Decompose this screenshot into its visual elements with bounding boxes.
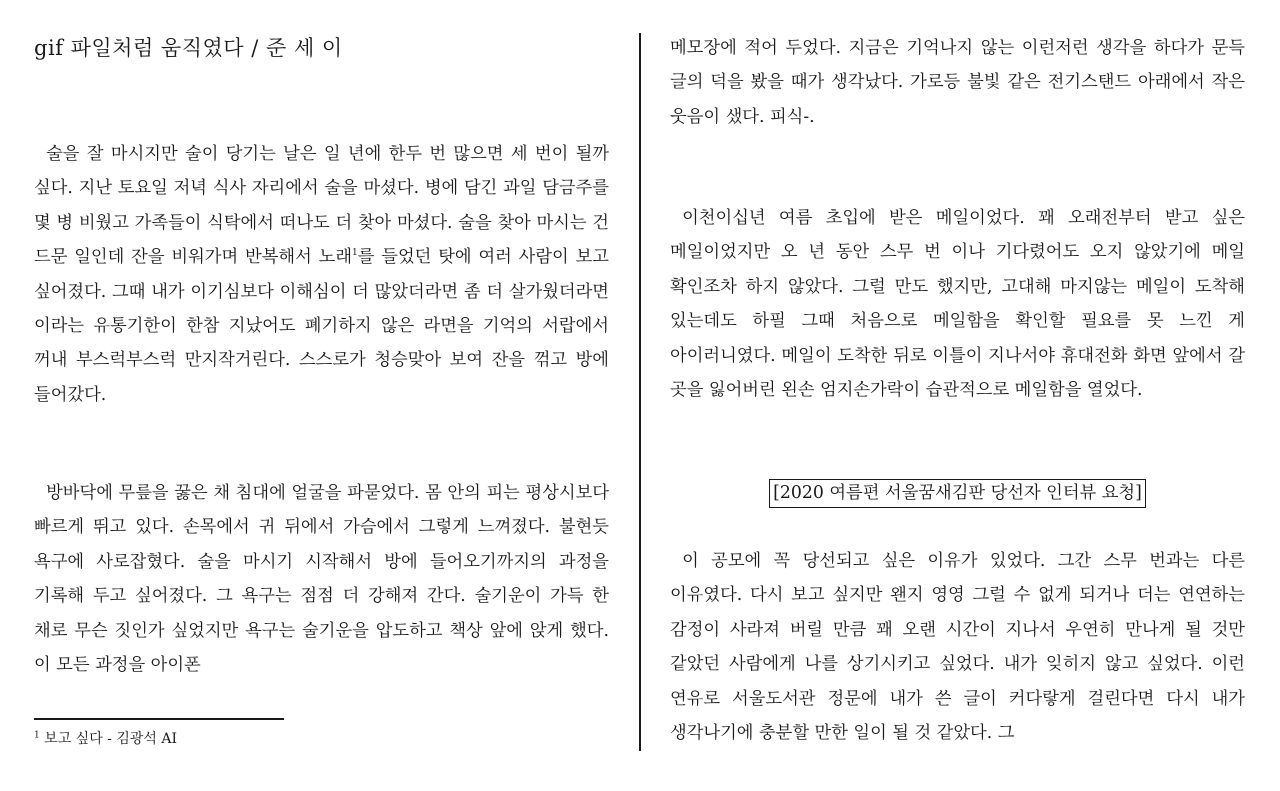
essay-title: gif 파일처럼 움직였다 / 준 세 이	[34, 36, 343, 60]
boxed-heading	[670, 478, 1245, 508]
footnote-text: 보고 싶다 - 김광석 AI	[39, 731, 178, 747]
right-paragraph-3: 이 공모에 꼭 당선되고 싶은 이유가 있었다. 그간 스무 번과는 다른 이유였다. 다시 보고 싶지만 왠지 영영 그럴 수 없게 되거나 더는 연연하는 감정이 사라져 버릴 만큼 꽤 오랜 시간이 지나서 우연히 만나게 될 것만 같았던 사람에게 나를 상기시키고 싶었다. 내가 잊히지 않고 싶었다. 이런 연유로 서울도서관 정문에 내가 쓴 글이 커다랗게 걸린다면 다시 내가 생각나기에 충분할 만한 일이 될 것 같았다. 그	[670, 551, 1245, 744]
left-paragraph-1-text-b: 를 들었던 탓에 여러 사람이 보고 싶어졌다. 그때 내가 이기심보다 이해심이 더 많았더라면 좀 더 살가웠더라면 이라는 유통기한이 한참 지났어도 폐기하지 않은 라면을 기억의 서랍에서 꺼내 부스럭부스럭 만지작거린다. 스스로가 청승맞아 보여 잔을 꺾고 방에 들어갔다.	[34, 247, 609, 405]
column-divider	[639, 33, 641, 751]
right-paragraph-2: 이천이십년 여름 초입에 받은 메일이었다. 꽤 오래전부터 받고 싶은 메일이었지만 오 년 동안 스무 번 이나 기다렸어도 오지 않았기에 메일 확인조차 하지 않았다. 그럴 만도 했지만, 고대해 마지않는 메일이 도착해 있는데도 하필 그때 처음으로 메일함을 확인할 필요를 못 느낀 게 아이러니였다. 메일이 도착한 뒤로 이틀이 지나서야 휴대전화 화면 앞에서 갈 곳을 잃어버린 왼손 엄지손가락이 습관적으로 메일함을 열었다.	[670, 208, 1245, 401]
footnote	[34, 728, 177, 750]
footnote-reference: 1	[352, 248, 358, 259]
left-paragraph-1-text-a: 술을 잘 마시지만 술이 당기는 날은 일 년에 한두 번 많으면 세 번이 될까 싶다. 지난 토요일 저녁 식사 자리에서 술을 마셨다. 병에 담긴 과일 담금주를 몇 병 비웠고 가족들이 식탁에서 떠나도 더 찾아 마셨다. 술을 찾아 마시는 건 드문 일인데 잔을 비워가며 반복해서 노래	[34, 144, 609, 268]
right-paragraph-1: 메모장에 적어 두었다. 지금은 기억나지 않는 이런저런 생각을 하다가 문득 글의 덕을 봤을 때가 생각났다. 가로등 불빛 같은 전기스탠드 아래에서 작은 웃음이 샜다. 피식-.	[670, 38, 1245, 127]
boxed-heading-text: [2020 여름편 서울꿈새김판 당선자 인터뷰 요청]	[769, 479, 1146, 508]
left-paragraph-2: 방바닥에 무릎을 꿇은 채 침대에 얼굴을 파묻었다. 몸 안의 피는 평상시보다 빠르게 뛰고 있다. 손목에서 귀 뒤에서 가슴에서 그렇게 느껴졌다. 불현듯 욕구에 사로잡혔다. 술을 마시기 시작해서 방에 들어오기까지의 과정을 기록해 두고 싶어졌다. 그 욕구는 점점 더 강해져 간다. 술기운이 가득 한 채로 무슨 짓인가 싶었지만 욕구는 술기운을 압도하고 책상 앞에 앉게 했다. 이 모든 과정을 아이폰	[34, 483, 609, 676]
footnote-divider	[34, 718, 284, 720]
footnote-marker: 1	[34, 730, 40, 741]
left-paragraph-1	[34, 137, 609, 412]
